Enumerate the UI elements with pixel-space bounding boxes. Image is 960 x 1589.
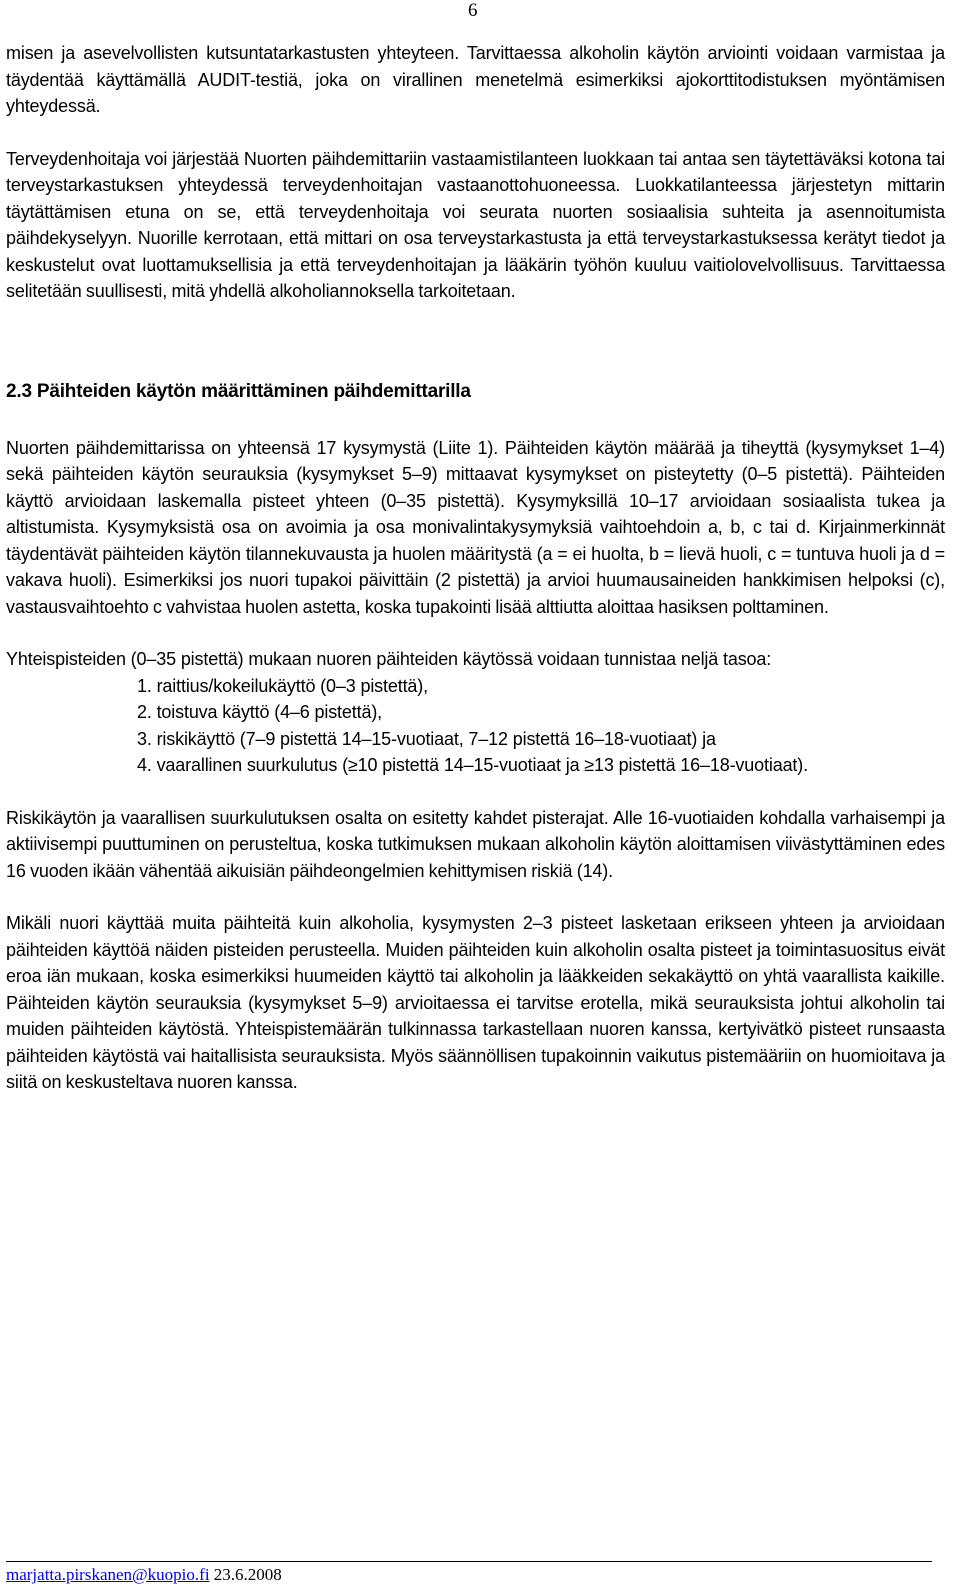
email-link[interactable]: marjatta.pirskanen@kuopio.fi <box>6 1565 210 1584</box>
list-item: 2. toistuva käyttö (4–6 pistettä), <box>137 702 383 722</box>
document-body <box>6 40 945 1096</box>
paragraph-2: Terveydenhoitaja voi järjestää Nuorten päihdemittariin vastaamistilanteen luokkaan tai antaa sen täytettäväksi kotona tai terveystarkastuksen yhteydessä terveydenhoitajan vastaanottohuoneessa. Luokkatilanteessa järjestetyn mittarin täytättämisen etuna on se, että terveydenhoitaja voi seurata nuorten sosiaalisia suhteita ja asennoitumista päihdekyselyyn. Nuorille kerrotaan, että mittari on osa terveystarkastusta ja että terveystarkastuksessa kerätyt tiedot ja keskustelut ovat luottamuksellisia ja että terveydenhoitajan ja lääkärin työhön kuuluu vaitiolovelvollisuus. Tarvittaessa selitetään suullisesti, mitä yhdellä alkoholiannoksella tarkoitetaan. <box>6 148 945 301</box>
paragraph-3: Nuorten päihdemittarissa on yhteensä 17 kysymystä (Liite 1). Päihteiden käytön määrää ja tiheyttä (kysymykset 1–4) sekä päihteiden käytön seurauksia (kysymykset 5–9) mittaavat kysymykset on pisteytetty (0–5 pistettä). Päihteiden käyttö arvioidaan laskemalla pisteet yhteen (0–35 pistettä). Kysymyksillä 10–17 arvioidaan sosiaalista tukea ja altistumista. Kysymyksistä osa on avoimia ja osa monivalintakysymyksiä vaihtoehdoin a, b, c tai d. Kirjainmerkinnät täydentävät päihteiden käytön tilannekuvausta ja huolen määritystä (a = ei huolta, b = lievä huoli, c = tuntuva huoli ja d = vakava huoli). Esimerkiksi jos nuori tupakoi päivittäin (2 pistettä) ja arvioi huumausaineiden hankkimisen helpoksi (c), vastausvaihtoehto c vahvistaa huolen astetta, koska tupakointi lisää alttiutta aloittaa hasiksen polttaminen. <box>6 437 945 617</box>
list-item: 4. vaarallinen suurkulutus (≥10 pistettä 14–15-vuotiaat ja ≥13 pistettä 16–18-vuotiaat). <box>137 755 808 775</box>
list-item: 3. riskikäyttö (7–9 pistettä 14–15-vuotiaat, 7–12 pistettä 16–18-vuotiaat) ja <box>137 728 716 749</box>
page-number: 6 <box>468 0 478 21</box>
section-heading: 2.3 Päihteiden käytön määrittäminen päihdemittarilla <box>6 380 471 402</box>
list-item: 1. raittius/kokeilukäyttö (0–3 pistettä), <box>137 675 428 696</box>
paragraph-1: misen ja asevelvollisten kutsuntatarkastusten yhteyteen. Tarvittaessa alkoholin käytön arviointi voidaan varmistaa ja täydentää käyttämällä AUDIT-testiä, joka on virallinen menetelmä esimerkiksi ajokorttitodistuksen myöntämisen yhteydessä. <box>6 43 945 116</box>
paragraph-4: Riskikäytön ja vaarallisen suurkulutuksen osalta on esitetty kahdet pisterajat. Alle 16-vuotiaiden kohdalla varhaisempi ja aktiivisempi puuttuminen on perusteltua, koska tutkimuksen mukaan alkoholin käytön aloittamisen viivästyttäminen edes 16 vuoden ikään vähentää aikuisiän päihdeongelmien kehittymisen riskiä (14). <box>6 807 945 881</box>
paragraph-5: Mikäli nuori käyttää muita päihteitä kuin alkoholia, kysymysten 2–3 pisteet lasketaan erikseen yhteen ja arvioidaan päihteiden käyttöä näiden pisteiden perusteella. Muiden päihteiden kuin alkoholin osalta pisteet ja toimintasuositus eivät eroa iän mukaan, koska esimerkiksi huumeiden käyttö tai alkoholin ja lääkkeiden sekakäyttö on yhtä vaarallista kaikille. Päihteiden käytön seurauksia (kysymykset 5–9) arvioitaessa ei tarvitse erotella, mikä seurauksista johtui alkoholin tai muiden päihteiden käytöstä. Yhteispistemäärän tulkinnassa tarkastellaan nuoren kanssa, kertyivätkö pisteet runsaasta päihteiden käytöstä vai haitallisista seurauksista. Myös säännöllisen tupakoinnin vaikutus pistemääriin on huomioitava ja siitä on keskusteltava nuoren kanssa. <box>6 913 945 1092</box>
footer-date: 23.6.2008 <box>209 1565 282 1584</box>
levels-list <box>6 673 945 779</box>
footer-divider <box>6 1561 932 1562</box>
footer <box>6 1565 282 1585</box>
levels-intro: Yhteispisteiden (0–35 pistettä) mukaan nuoren päihteiden käytössä voidaan tunnistaa neljä tasoa: <box>6 649 772 669</box>
